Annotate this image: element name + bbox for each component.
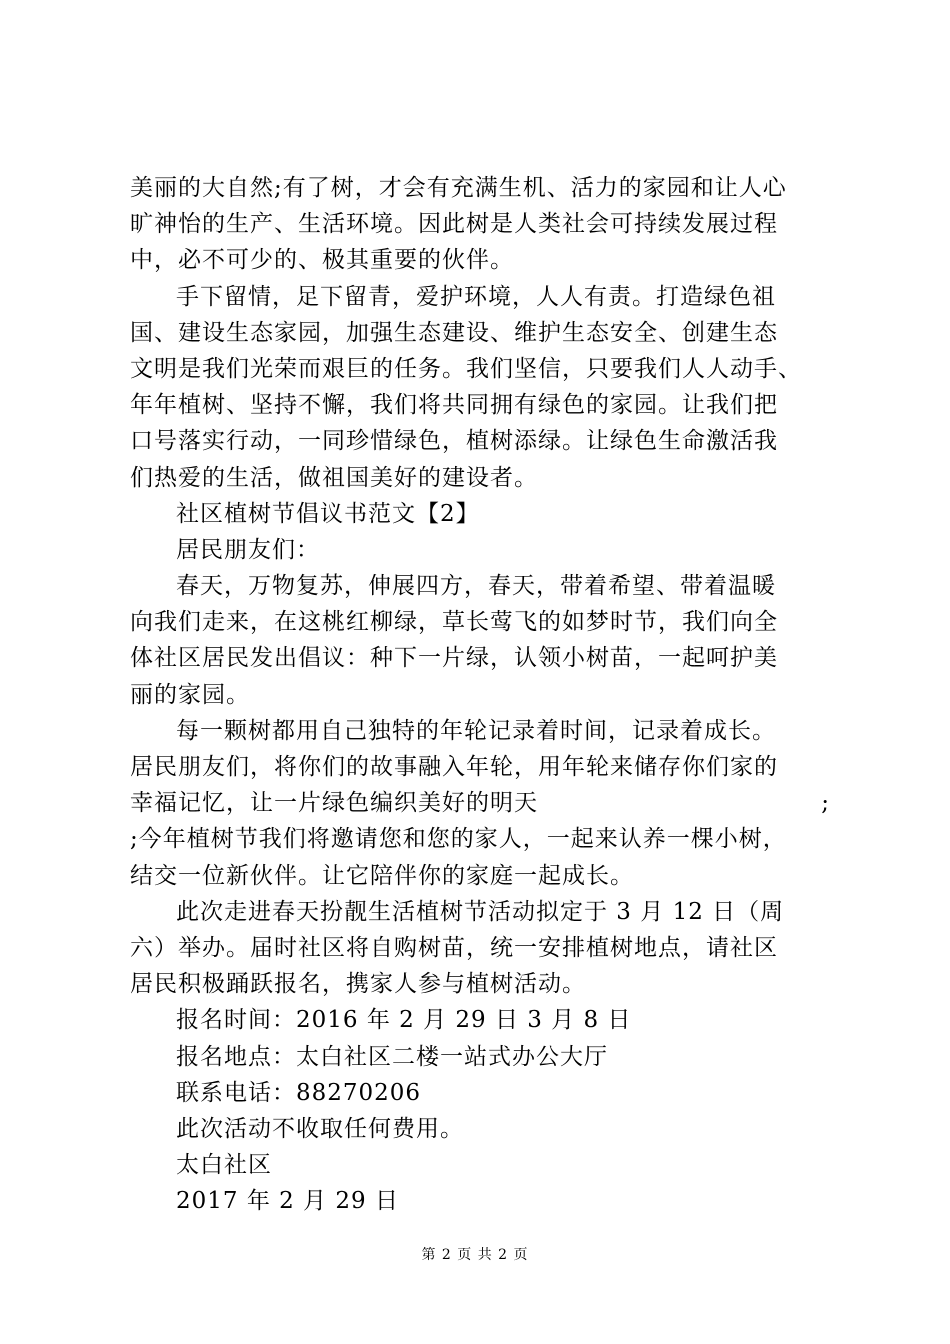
section-heading: 社区植树节倡议书范文【2】 [176,500,480,527]
signature-community: 太白社区 [176,1152,272,1179]
text-line [130,785,830,821]
page-footer: 第 2 页 共 2 页 [421,1247,529,1263]
text-line: 口号落实行动，一同珍惜绿色，植树添绿。让绿色生命激活我 [130,428,778,455]
text-line: 美丽的大自然;有了树，才会有充满生机、活力的家园和让人心 [130,175,787,201]
text-line: 结交一位新伙伴。让它陪伴你的家庭一起成长。 [130,862,634,889]
text-line: 居民朋友们，将你们的故事融入年轮，用年轮来储存你们家的 [130,754,778,780]
text-line: 旷神怡的生产、生活环境。因此树是人类社会可持续发展过程 [130,211,778,238]
text-line: 春天，万物复苏，伸展四方，春天，带着希望、带着温暖 [176,573,776,600]
text-line: 们热爱的生活，做祖国美好的建设者。 [130,464,538,491]
registration-location: 报名地点：太白社区二楼一站式办公大厅 [176,1043,608,1070]
text-line: 居民积极踊跃报名，携家人参与植树活动。 [130,971,586,998]
text-line: 丽的家园。 [130,681,250,708]
text-line: 国、建设生态家园，加强生态建设、维护生态安全、创建生态 [130,319,778,346]
contact-phone: 联系电话：88270206 [176,1079,422,1106]
document-body [130,170,830,1219]
text-line: 向我们走来，在这桃红柳绿，草长莺飞的如梦时节，我们向全 [130,609,778,636]
text-segment: 幸福记忆，让一片绿色编织美好的明天 [130,790,538,817]
text-line: 文明是我们光荣而艰巨的任务。我们坚信，只要我们人人动手、 [130,355,802,382]
text-line: 年年植树、坚持不懈，我们将共同拥有绿色的家园。让我们把 [130,392,778,419]
fee-note: 此次活动不收取任何费用。 [176,1115,464,1142]
text-segment: ; [821,790,830,817]
salutation: 居民朋友们： [176,536,320,563]
text-line: ;今年植树节我们将邀请您和您的家人，一起来认养一棵小树， [130,826,787,853]
registration-time: 报名时间：2016 年 2 月 29 日 3 月 8 日 [176,1007,632,1034]
signature-date: 2017 年 2 月 29 日 [176,1188,399,1215]
text-line: 此次走进春天扮靓生活植树节活动拟定于 3 月 12 日（周 [176,898,785,925]
text-line: 手下留情，足下留青，爱护环境，人人有责。打造绿色祖 [176,283,776,310]
text-line: 每一颗树都用自己独特的年轮记录着时间，记录着成长。 [176,717,776,744]
text-line: 中，必不可少的、极其重要的伙伴。 [130,247,514,274]
text-line: 六）举办。届时社区将自购树苗，统一安排植树地点，请社区 [130,934,778,961]
text-line: 体社区居民发出倡议：种下一片绿，认领小树苗，一起呵护美 [130,645,778,672]
